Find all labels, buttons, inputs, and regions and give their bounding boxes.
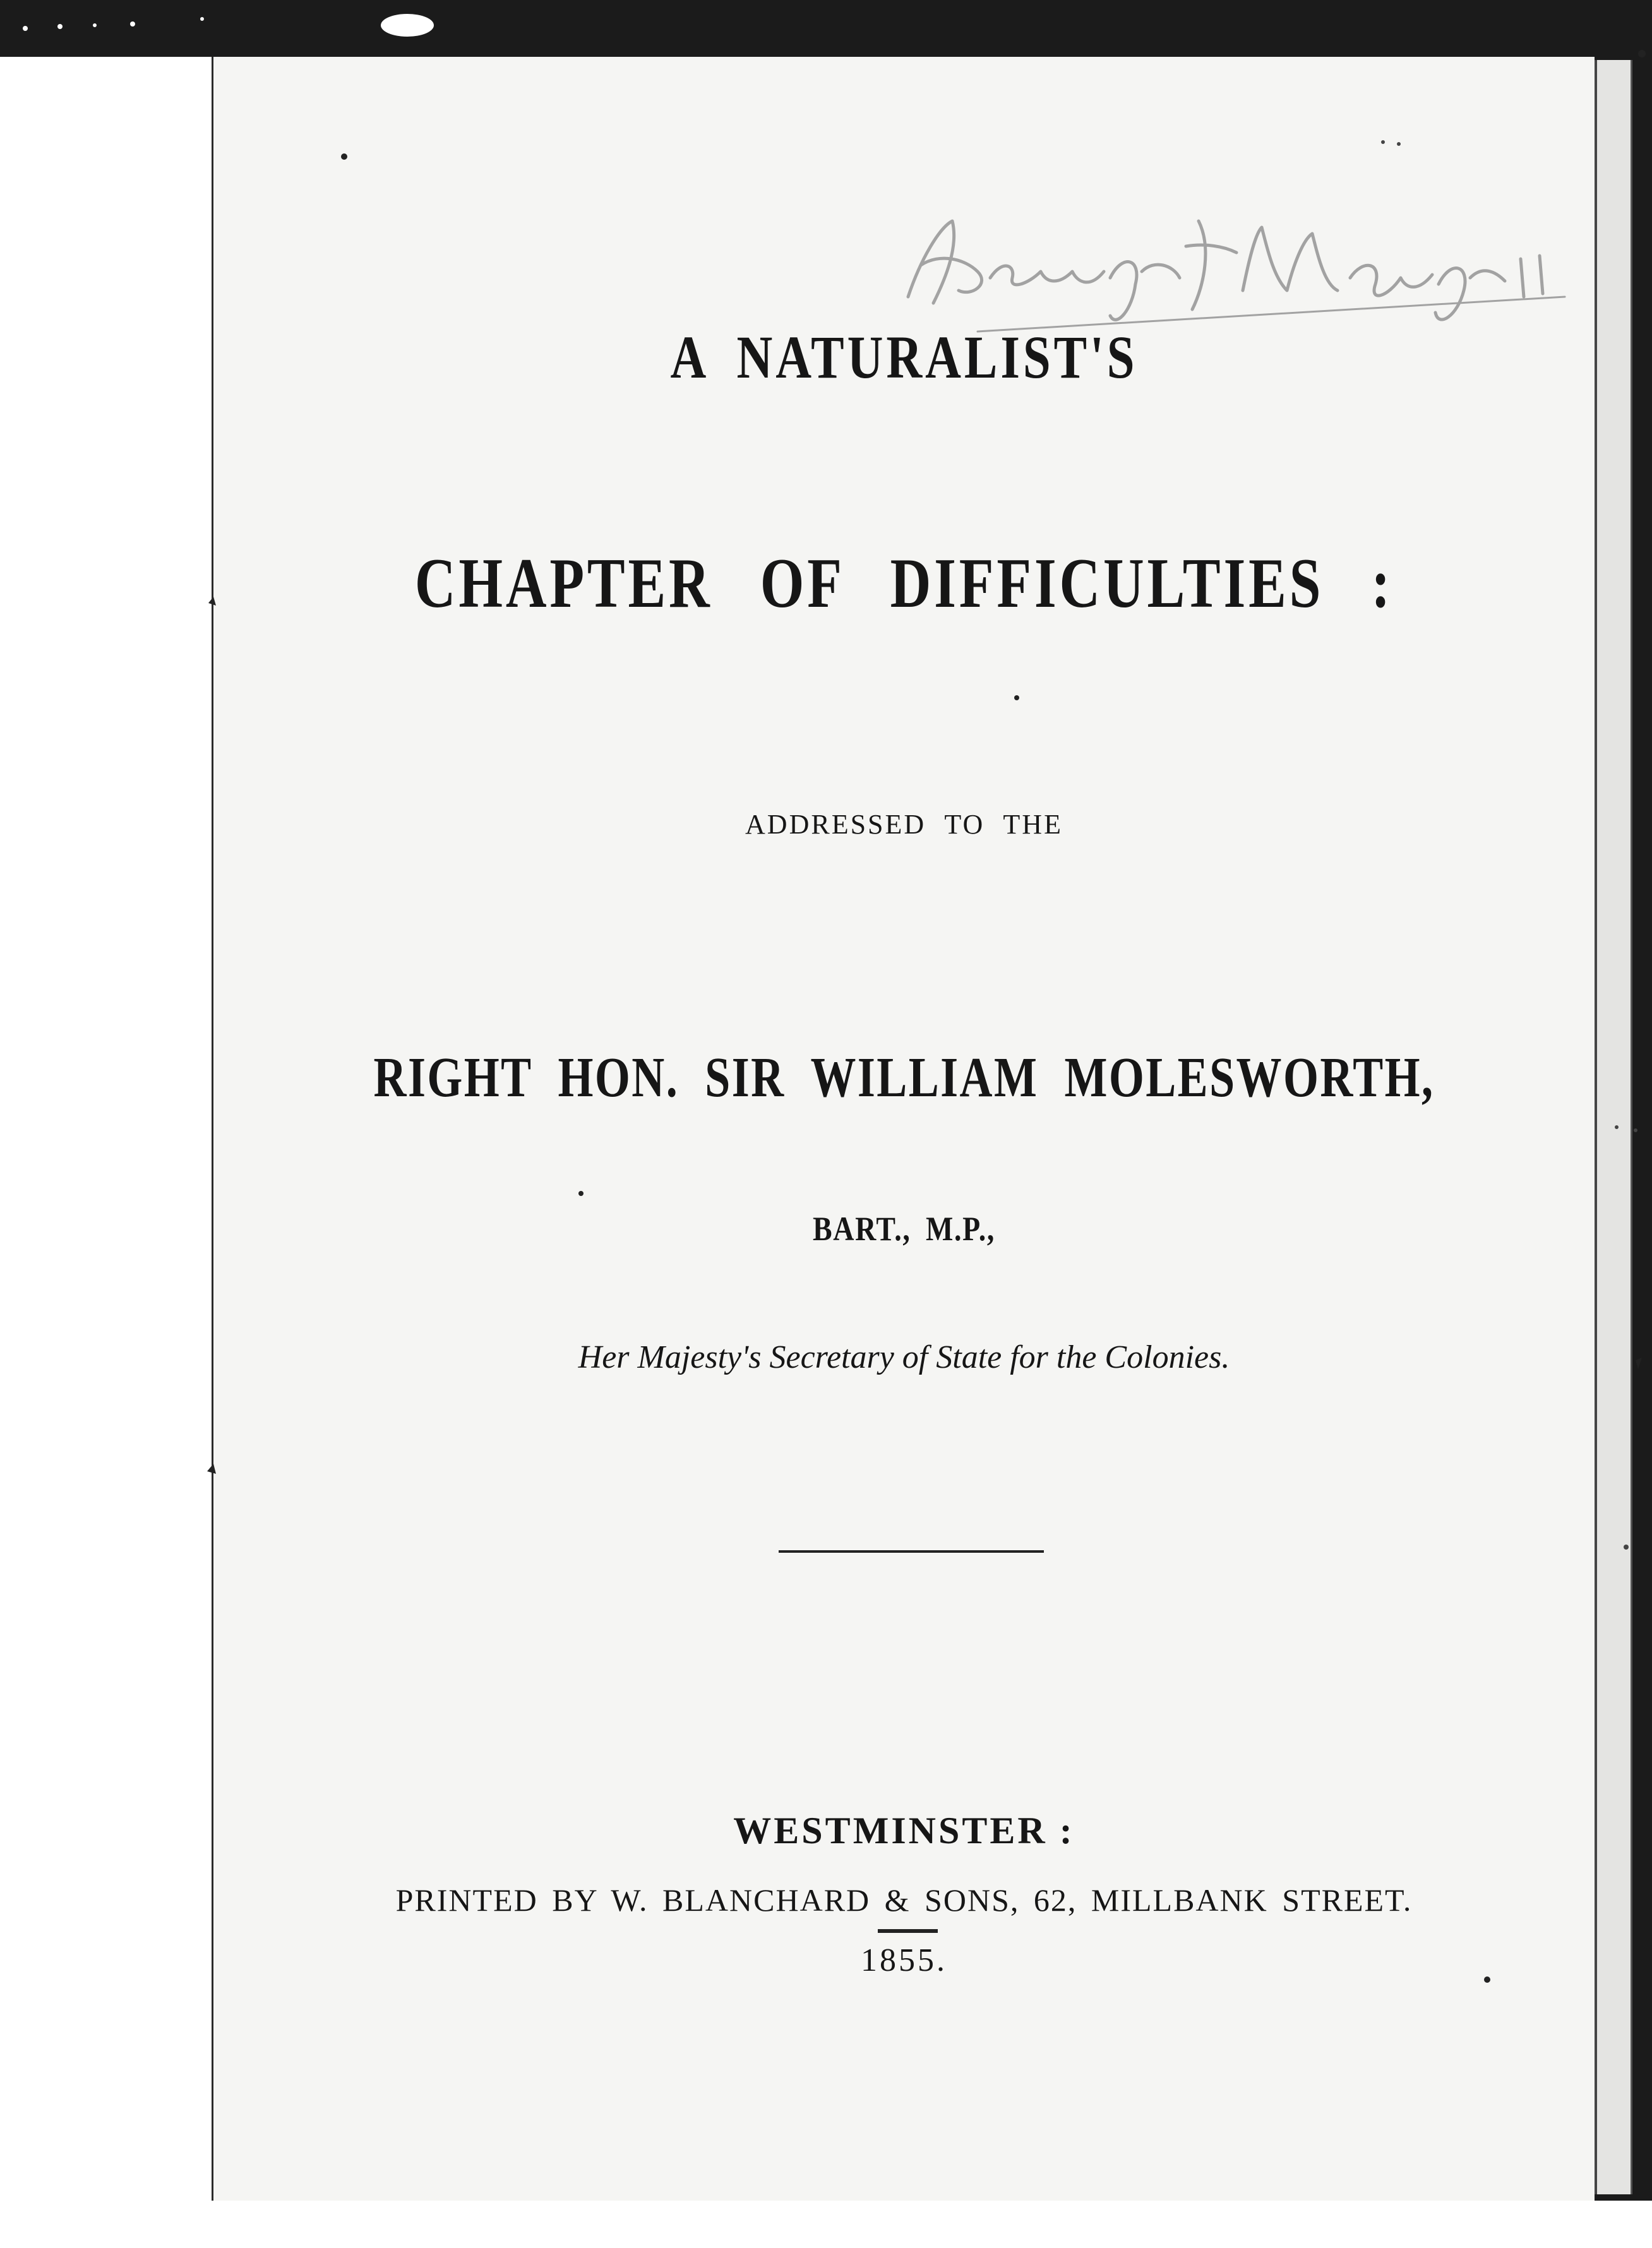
- recipient-name: RIGHT HON. SIR WILLIAM MOLESWORTH,: [373, 1046, 1435, 1109]
- page-edge: [1595, 60, 1632, 2194]
- imprint-year: 1855.: [861, 1942, 947, 1978]
- title-line-2: CHAPTER OF DIFFICULTIES :: [414, 544, 1394, 623]
- title-page: [212, 57, 1595, 2201]
- title-line-1: A NATURALIST'S: [670, 323, 1138, 391]
- addressed-line: ADDRESSED TO THE: [745, 809, 1063, 840]
- short-rule: [878, 1929, 938, 1933]
- bottom-margin: [0, 2201, 1652, 2248]
- imprint-place: WESTMINSTER :: [733, 1810, 1075, 1851]
- imprint-printer: PRINTED BY W. BLANCHARD & SONS, 62, MILLBANK STREET.: [395, 1882, 1413, 1918]
- recipient-suffix: BART., M.P.,: [812, 1210, 996, 1248]
- flyleaf: [0, 57, 212, 2248]
- divider-rule: [779, 1550, 1044, 1553]
- pencil-signature-icon: [883, 183, 1577, 335]
- recipient-office: Her Majesty's Secretary of State for the Colonies.: [578, 1339, 1230, 1375]
